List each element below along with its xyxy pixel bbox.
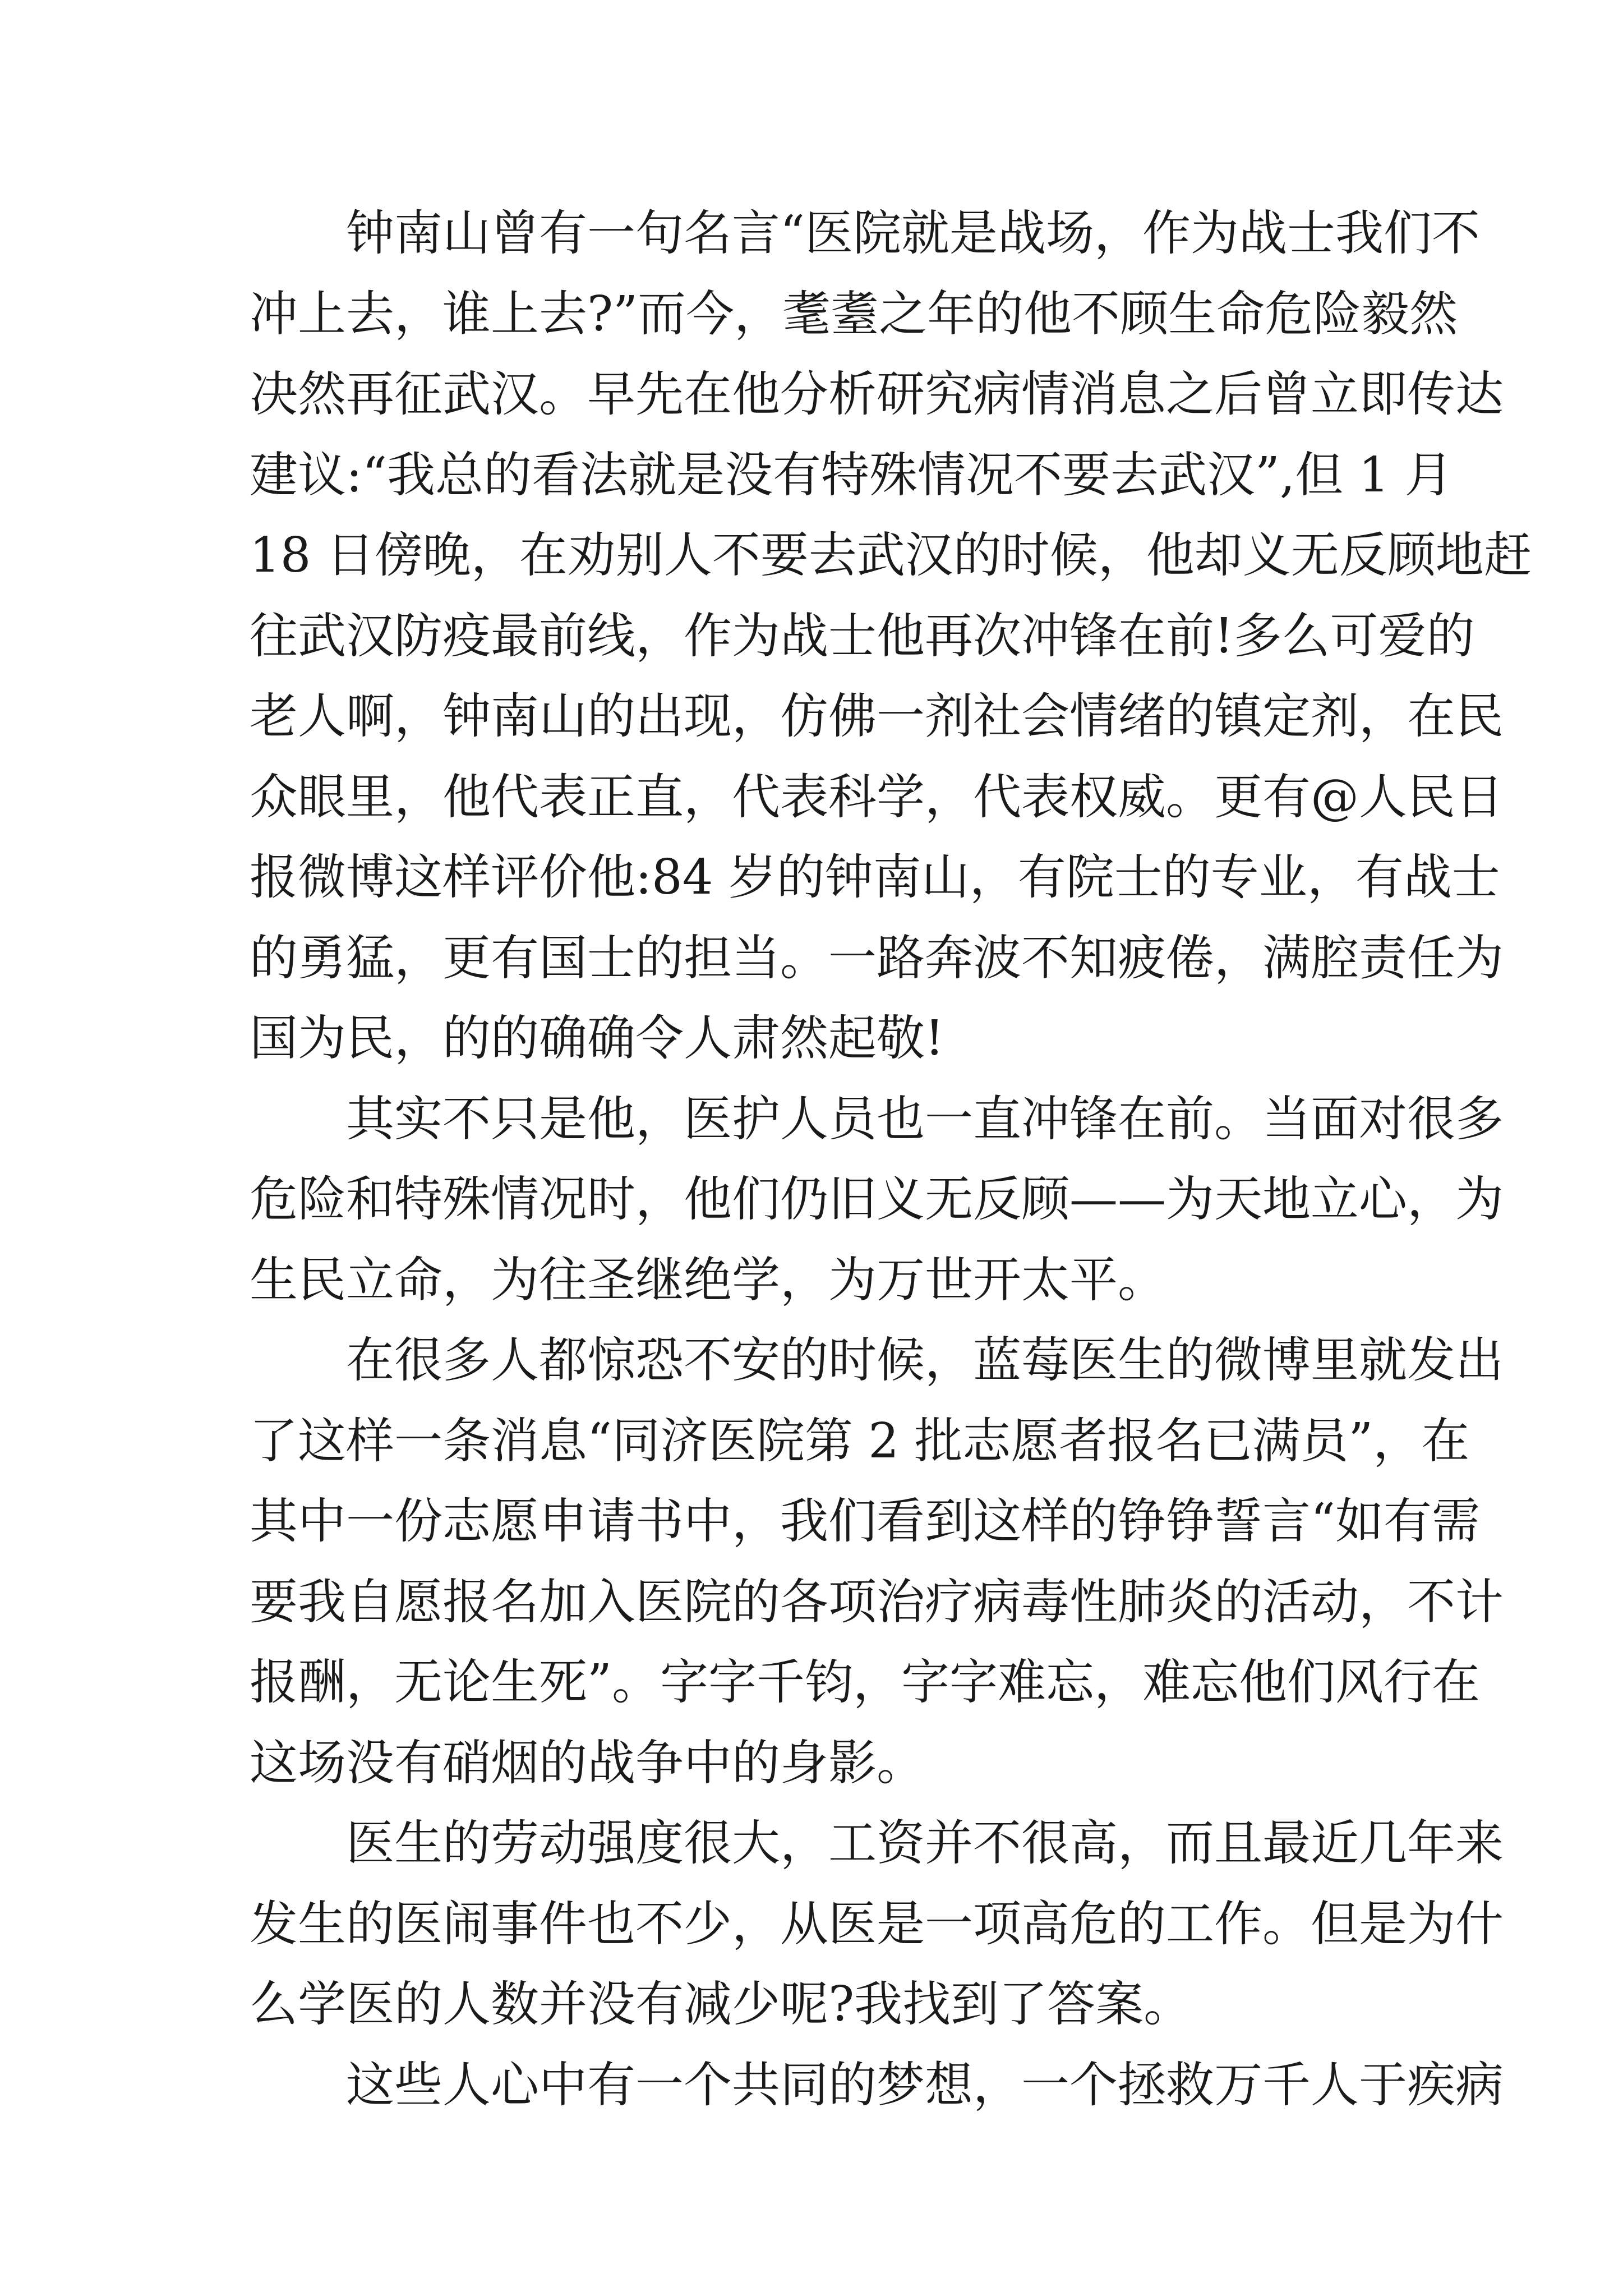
text-line: 18 日傍晚，在劝别人不要去武汉的时候，他却义无反顾地赶 (250, 527, 1532, 583)
paragraph-medical-staff (250, 1079, 1504, 1321)
text-line: 其中一份志愿申请书中，我们看到这样的铮铮誓言“如有需 (250, 1493, 1480, 1549)
text-line: 往武汉防疫最前线，作为战士他再次冲锋在前!多么可爱的 (250, 608, 1475, 664)
paragraph-doctors-work (250, 1803, 1504, 2045)
paragraph-zhong-nanshan (250, 194, 1532, 1079)
text-line: 发生的医闹事件也不少，从医是一项高危的工作。但是为什 (250, 1895, 1504, 1952)
text-line: 老人啊，钟南山的出现，仿佛一剂社会情绪的镇定剂，在民 (250, 688, 1504, 744)
text-line: 的勇猛，更有国士的担当。一路奔波不知疲倦，满腔责任为 (250, 930, 1504, 986)
document-body (250, 194, 1532, 2125)
text-line: 医生的劳动强度很大，工资并不很高，而且最近几年来 (346, 1815, 1504, 1871)
paragraph-common-dream (250, 2045, 1504, 2126)
text-line: 钟南山曾有一句名言“医院就是战场，作为战士我们不 (346, 205, 1480, 261)
text-line: 么学医的人数并没有减少呢?我找到了答案。 (250, 1976, 1192, 2032)
text-line: 报微博这样评价他:84 岁的钟南山，有院士的专业，有战士 (250, 849, 1500, 905)
text-line: 在很多人都惊恐不安的时候，蓝莓医生的微博里就发出 (346, 1332, 1504, 1388)
text-line: 生民立命，为往圣继绝学，为万世开太平。 (250, 1251, 1166, 1308)
text-line: 这场没有硝烟的战争中的身影。 (250, 1734, 925, 1791)
text-line: 冲上去，谁上去?”而今，耄耋之年的他不顾生命危险毅然 (250, 286, 1458, 342)
text-line: 决然再征武汉。早先在他分析研究病情消息之后曾立即传达 (250, 366, 1504, 422)
text-line: 了这样一条消息“同济医院第 2 批志愿者报名已满员”，在 (250, 1412, 1470, 1469)
text-line: 要我自愿报名加入医院的各项治疗病毒性肺炎的活动，不计 (250, 1573, 1504, 1630)
text-line: 这些人心中有一个共同的梦想，一个拯救万千人于疾病 (346, 2056, 1504, 2113)
text-line: 众眼里，他代表正直，代表科学，代表权威。更有@人民日 (250, 769, 1504, 825)
text-line: 其实不只是他，医护人员也一直冲锋在前。当面对很多 (346, 1091, 1504, 1147)
text-line: 国为民，的的确确令人肃然起敬! (250, 1010, 944, 1066)
text-line: 危险和特殊情况时，他们仍旧义无反顾——为天地立心，为 (250, 1171, 1504, 1227)
text-line: 建议:“我总的看法就是没有特殊情况不要去武汉”,但 1 月 (250, 447, 1453, 503)
text-line: 报酬，无论生死”。字字千钧，字字难忘，难忘他们风行在 (250, 1654, 1480, 1710)
paragraph-volunteers (250, 1320, 1504, 1803)
